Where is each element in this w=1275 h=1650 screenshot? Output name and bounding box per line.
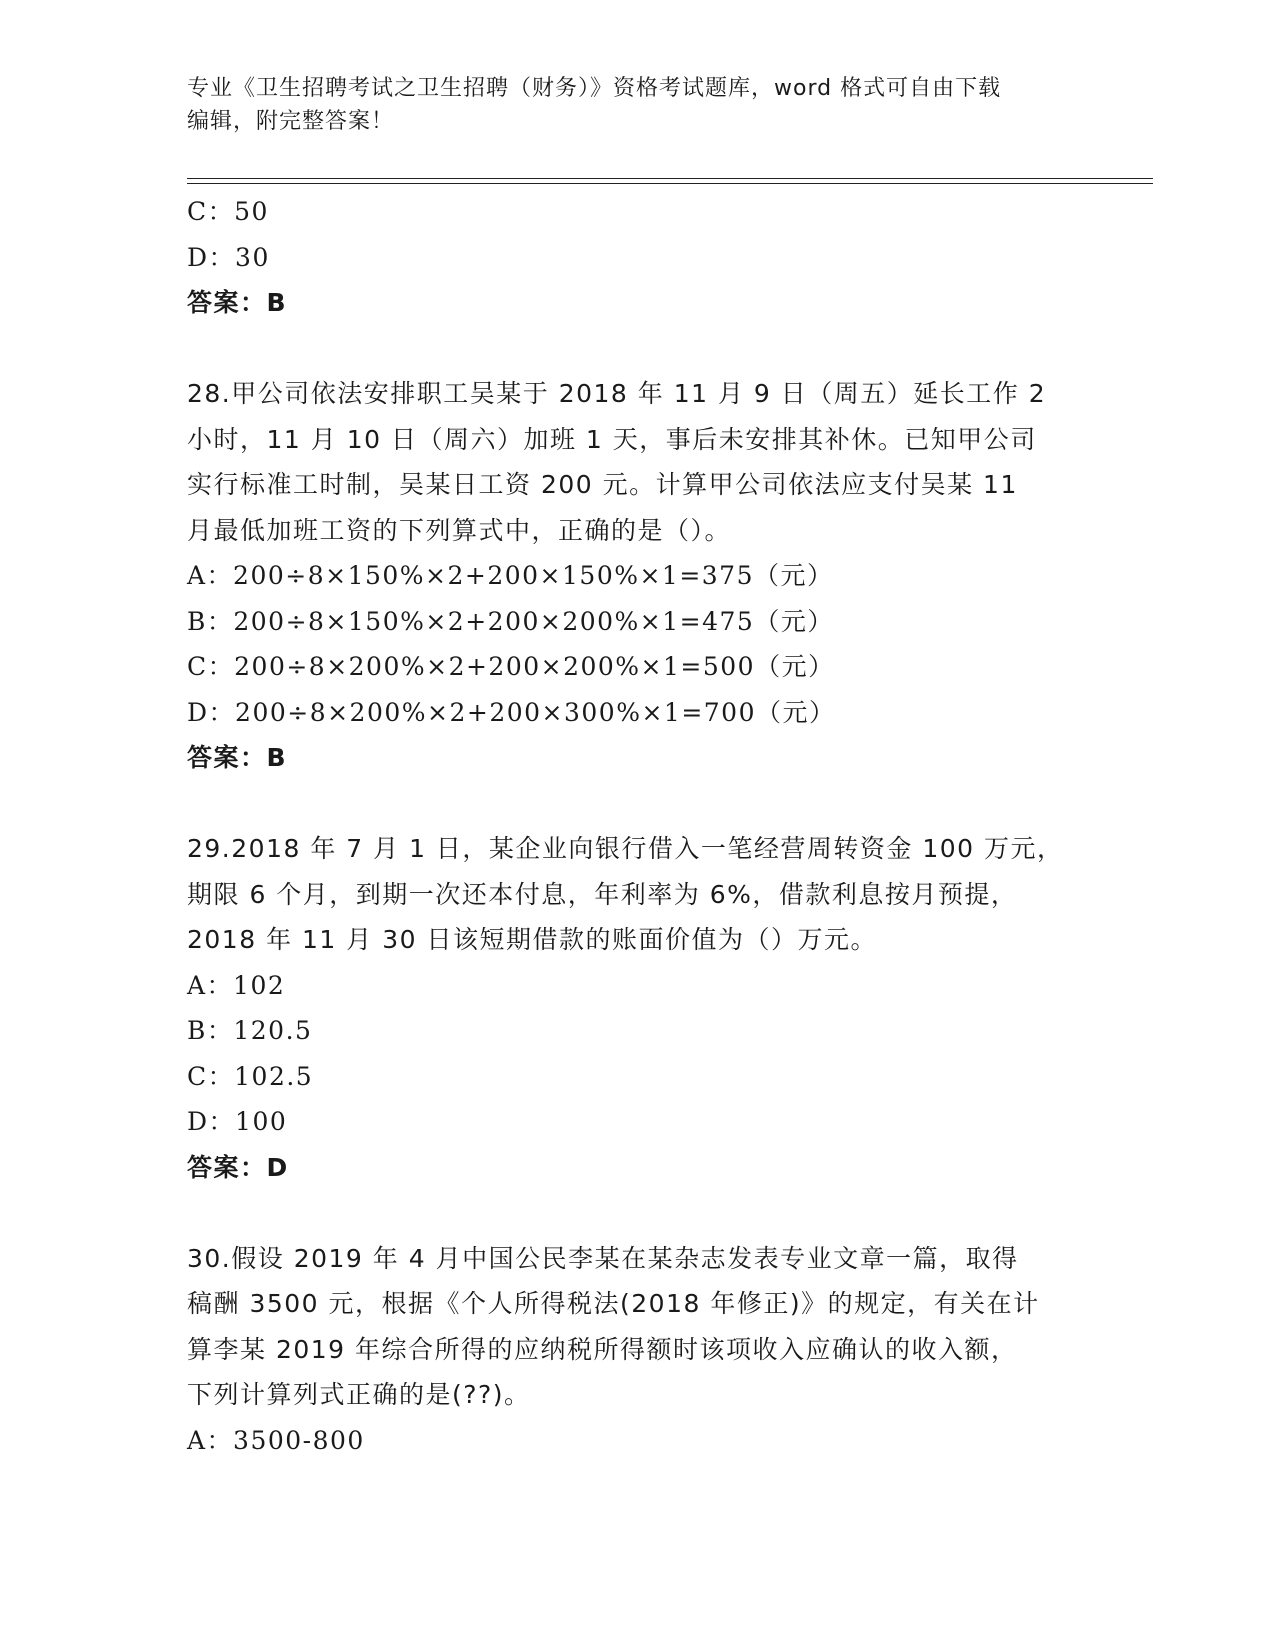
q30-option-a: A：3500-800	[187, 1425, 365, 1455]
q30-stem-line: 30.假设 2019 年 4 月中国公民李某在某杂志发表专业文章一篇，取得	[187, 1243, 1019, 1273]
question-30	[187, 1236, 1087, 1464]
q29-option-c: C：102.5	[187, 1061, 314, 1091]
question-28	[187, 371, 1087, 781]
header-divider-top	[187, 178, 1153, 179]
q27-answer: 答案：B	[187, 288, 288, 317]
q29-stem-line: 期限 6 个月，到期一次还本付息，年利率为 6%，借款利息按月预提，	[187, 879, 1018, 909]
q30-stem-line: 稿酬 3500 元，根据《个人所得税法(2018 年修正)》的规定，有关在计	[187, 1289, 1040, 1318]
q28-option-a: A：200÷8×150%×2+200×150%×1=375（元）	[187, 561, 834, 590]
q30-stem-line: 下列计算列式正确的是(??)。	[187, 1380, 531, 1409]
q29-stem-line: 2018 年 11 月 30 日该短期借款的账面价值为（）万元。	[187, 925, 877, 954]
header-line-1: 专业《卫生招聘考试之卫生招聘（财务）》资格考试题库，word 格式可自由下载	[187, 76, 1002, 101]
q29-option-b: B：120.5	[187, 1016, 313, 1045]
q29-answer: 答案：D	[187, 1152, 289, 1182]
spacer	[187, 781, 1087, 827]
q29-option-d: D：100	[187, 1107, 288, 1136]
q29-option-a: A：102	[187, 970, 286, 1000]
document-header	[187, 72, 1087, 138]
q28-option-c: C：200÷8×200%×2+200×200%×1=500（元）	[187, 652, 835, 681]
header-line-2: 编辑，附完整答案！	[187, 109, 395, 134]
question-27-tail	[187, 189, 1087, 326]
q28-stem-line: 月最低加班工资的下列算式中，正确的是（）。	[187, 515, 732, 545]
q27-option-c: C：50	[187, 197, 269, 226]
question-29	[187, 826, 1087, 1190]
spacer	[187, 326, 1087, 372]
q29-stem-line: 29.2018 年 7 月 1 日，某企业向银行借入一笔经营周转资金 100 万元，	[187, 834, 1064, 863]
spacer	[187, 1190, 1087, 1236]
q28-stem-line: 实行标准工时制，吴某日工资 200 元。计算甲公司依法应支付吴某 11	[187, 470, 1018, 499]
header-divider-bottom	[187, 183, 1153, 184]
q28-option-b: B：200÷8×150%×2+200×200%×1=475（元）	[187, 606, 834, 636]
q28-stem-line: 小时，11 月 10 日（周六）加班 1 天，事后未安排其补休。已知甲公司	[187, 424, 1037, 454]
q28-stem-line: 28.甲公司依法安排职工吴某于 2018 年 11 月 9 日（周五）延长工作 2	[187, 379, 1047, 408]
q28-option-d: D：200÷8×200%×2+200×300%×1=700（元）	[187, 697, 836, 727]
q27-option-d: D：30	[187, 242, 270, 272]
document-body	[187, 189, 1087, 1463]
q28-answer: 答案：B	[187, 743, 288, 772]
q30-stem-line: 算李某 2019 年综合所得的应纳税所得额时该项收入应确认的收入额，	[187, 1334, 1018, 1364]
